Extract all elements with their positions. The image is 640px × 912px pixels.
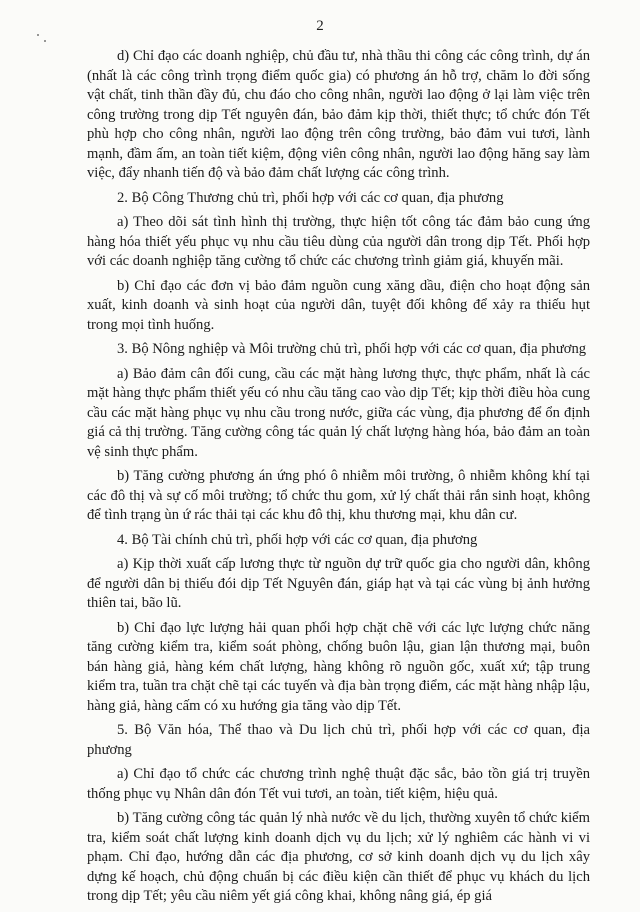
section-heading: 3. Bộ Nông nghiệp và Môi trường chủ trì, phối hợp với các cơ quan, địa phương (117, 341, 587, 357)
paragraph: b) Chỉ đạo các đơn vị bảo đảm nguồn cung xăng dầu, điện cho hoạt động sản xuất, kinh doanh và sinh hoạt của người dân, tuyệt đối không để xảy ra thiếu hụt trong mọi tình huống. (87, 277, 590, 333)
paragraph: b) Tăng cường công tác quản lý nhà nước về du lịch, thường xuyên tổ chức kiểm tra, kiểm soát chất lượng kinh doanh dịch vụ du lịch; xử lý nghiêm các hành vi vi phạm. Chỉ đạo, hướng dẫn các địa phương, cơ sở kinh doanh dịch vụ du lịch xây dựng kế hoạch, chủ động chuẩn bị các điều kiện cần thiết để phục vụ khách du lịch trong dịp Tết; yêu cầu niêm yết giá công khai, không nâng giá, ép giá (87, 810, 590, 904)
paragraph: a) Theo dõi sát tình hình thị trường, thực hiện tốt công tác đảm bảo cung ứng hàng hóa thiết yếu phục vụ nhu cầu tiêu dùng của người dân trong dịp Tết. Phối hợp với các doanh nghiệp tăng cường tổ chức các chương trình giảm giá, khuyến mãi. (87, 214, 590, 269)
section-heading: 4. Bộ Tài chính chủ trì, phối hợp với các cơ quan, địa phương (117, 531, 478, 548)
section-heading: 5. Bộ Văn hóa, Thể thao và Du lịch chủ trì, phối hợp với các cơ quan, địa phương (87, 722, 590, 758)
paragraph: b) Tăng cường phương án ứng phó ô nhiễm môi trường, ô nhiễm không khí tại các đô thị và sự cố môi trường; tổ chức thu gom, xử lý chất thải rắn sinh hoạt, không để tình trạng ùn ứ rác thải tại các khu đô thị, khu thương mại, khu dân cư. (87, 468, 590, 523)
paragraph: d) Chỉ đạo các doanh nghiệp, chủ đầu tư, nhà thầu thi công các công trình, dự án (nhất là các công trình trọng điểm quốc gia) có phương án hỗ trợ, chăm lo đời sống vật chất, tinh thần đầy đủ, chu đáo cho công nhân, người lao động ở lại làm việc trên công trường trong dịp Tết nguyên đán, bảo đảm kịp thời, thiết thực; tổ chức đón Tết phù hợp cho công nhân, người lao động trên công trường, bảo đảm vui tươi, lành mạnh, đầm ấm, an toàn tiết kiệm, động viên công nhân, người lao động hăng say làm việc, đẩy nhanh tiến độ và bảo đảm chất lượng các công trình. (87, 48, 590, 181)
paragraph: b) Chỉ đạo lực lượng hải quan phối hợp chặt chẽ với các lực lượng chức năng tăng cường kiểm tra, kiểm soát phòng, chống buôn lậu, gian lận thương mại, buôn bán hàng giả, hàng kém chất lượng, hàng không rõ nguồn gốc, xuất xứ; tập trung kiểm tra, tuần tra chặt chẽ tại các tuyến và địa bàn trọng điểm, các mặt hàng nhập lậu, hàng giả, hàng cấm có xu hướng gia tăng vào dịp Tết. (87, 619, 590, 714)
document-body (87, 47, 590, 912)
section-heading: 2. Bộ Công Thương chủ trì, phối hợp với các cơ quan, địa phương (117, 189, 504, 206)
page-number: 2 (316, 18, 324, 34)
paragraph: a) Bảo đảm cân đối cung, cầu các mặt hàng lương thực, thực phẩm, nhất là các mặt hàng thực phẩm thiết yếu có nhu cầu tăng cao vào dịp Tết; kịp thời điều hòa cung cầu các mặt hàng phục vụ nhu cầu trong nước, giữa các vùng, địa phương để ổn định giá cả thị trường. Tăng cường công tác quản lý chất lượng hàng hóa, bảo đảm an toàn vệ sinh thực phẩm. (87, 365, 590, 460)
paragraph: a) Chỉ đạo tổ chức các chương trình nghệ thuật đặc sắc, bảo tồn giá trị truyền thống phục vụ Nhân dân đón Tết vui tươi, an toàn, tiết kiệm, hiệu quả. (87, 766, 590, 802)
paragraph: a) Kịp thời xuất cấp lương thực từ nguồn dự trữ quốc gia cho người dân, không để người dân bị thiếu đói dịp Tết Nguyên đán, giáp hạt và tại các vùng bị ảnh hưởng thiên tai, bão lũ. (87, 556, 590, 611)
scan-speck (44, 40, 46, 42)
